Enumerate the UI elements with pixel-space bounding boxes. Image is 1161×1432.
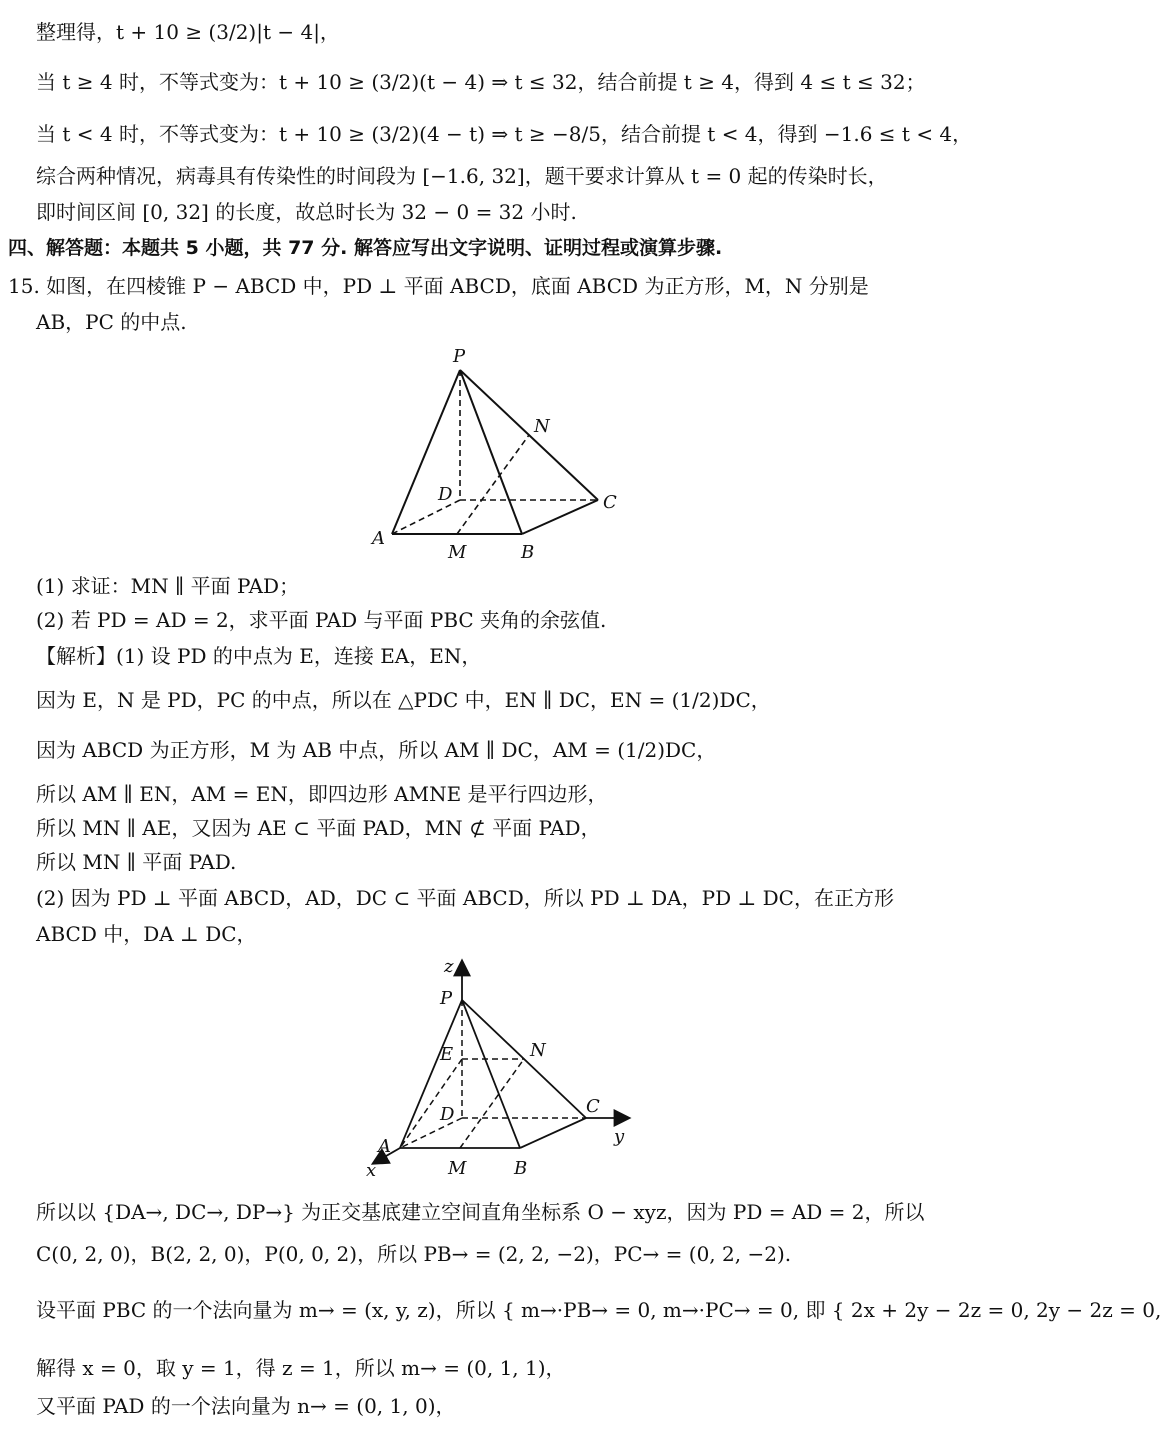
coords-line-1: 所以以 {DA→, DC→, DP→} 为正交基底建立空间直角坐标系 O − xyz，因为 PD = AD = 2，所以 [36, 1200, 925, 1224]
text-line-4: 综合两种情况，病毒具有传染性的时间段为 [−1.6, 32]，题干要求计算从 t = 0 起的传染时长， [36, 164, 888, 188]
text-line-1: 整理得，t + 10 ≥ (3/2)|t − 4|， [36, 20, 340, 44]
label-A: A [372, 528, 385, 549]
edge-PB [460, 370, 522, 534]
pyramid-figure-1 [360, 340, 650, 570]
label2-M: M [448, 1158, 467, 1179]
edge-BC [522, 500, 598, 534]
question-2: (2) 若 PD = AD = 2，求平面 PAD 与平面 PBC 夹角的余弦值. [36, 608, 607, 632]
label2-N: N [530, 1040, 546, 1061]
label2-z: z [444, 956, 454, 977]
solve-line: 解得 x = 0，取 y = 1，得 z = 1，所以 m→ = (0, 1, 1)， [36, 1356, 566, 1380]
label2-C: C [586, 1096, 600, 1117]
label2-A: A [378, 1136, 391, 1157]
edge2-BC [520, 1118, 586, 1148]
problem-statement-cont: AB，PC 的中点. [36, 310, 187, 334]
solution-line-6: 所以 MN ∥ 平面 PAD. [36, 850, 237, 874]
edge-PA [392, 370, 460, 534]
pyramid-figure-2 [350, 948, 650, 1188]
solution-line-5: 所以 MN ∥ AE，又因为 AE ⊂ 平面 PAD，MN ⊄ 平面 PAD， [36, 816, 601, 840]
label-N: N [534, 416, 550, 437]
segment-MN [457, 435, 529, 534]
section-heading: 四、解答题：本题共 5 小题，共 77 分. 解答应写出文字说明、证明过程或演算步骤. [8, 237, 723, 259]
label-C: C [603, 492, 617, 513]
label2-x: x [366, 1160, 377, 1181]
edge2-PB [462, 1000, 520, 1148]
label2-y: y [614, 1126, 625, 1147]
label-D: D [438, 484, 453, 505]
text-line-2: 当 t ≥ 4 时，不等式变为：t + 10 ≥ (3/2)(t − 4) ⇒ t ≤ 32，结合前提 t ≥ 4，得到 4 ≤ t ≤ 32； [36, 70, 926, 94]
solution-line-4: 所以 AM ∥ EN，AM = EN，即四边形 AMNE 是平行四边形， [36, 782, 608, 806]
text-line-3: 当 t < 4 时，不等式变为：t + 10 ≥ (3/2)(4 − t) ⇒ t ≥ −8/5，结合前提 t < 4，得到 −1.6 ≤ t < 4， [36, 122, 973, 146]
normal-pad-line: 又平面 PAD 的一个法向量为 n→ = (0, 1, 0)， [36, 1394, 456, 1418]
edge2-PA [400, 1000, 462, 1148]
solution-line-2: 因为 E，N 是 PD，PC 的中点，所以在 △PDC 中，EN ∥ DC，EN = (1/2)DC， [36, 688, 771, 712]
normal-vector-system: 设平面 PBC 的一个法向量为 m→ = (x, y, z)，所以 { m→·PB→ = 0, m→·PC→ = 0, 即 { 2x + 2y − 2z = 0, 2y − 2z = 0, [36, 1298, 1161, 1322]
problem-statement: 15. 如图，在四棱锥 P − ABCD 中，PD ⊥ 平面 ABCD，底面 ABCD 为正方形，M，N 分别是 [8, 274, 869, 298]
label2-E: E [440, 1044, 454, 1065]
label-B: B [521, 542, 535, 563]
label-M: M [448, 542, 467, 563]
label2-B: B [514, 1158, 528, 1179]
solution-start: 【解析】(1) 设 PD 的中点为 E，连接 EA，EN， [36, 644, 482, 668]
text-line-5: 即时间区间 [0, 32] 的长度，故总时长为 32 − 0 = 32 小时. [36, 200, 577, 224]
label2-D: D [440, 1104, 455, 1125]
solution-part2-cont: ABCD 中，DA ⊥ DC， [36, 922, 257, 946]
question-1: (1) 求证：MN ∥ 平面 PAD； [36, 574, 300, 598]
label-P: P [453, 346, 466, 367]
edge-DA [392, 500, 460, 534]
solution-line-3: 因为 ABCD 为正方形，M 为 AB 中点，所以 AM ∥ DC，AM = (1/2)DC， [36, 738, 717, 762]
label2-P: P [440, 988, 453, 1009]
solution-part2: (2) 因为 PD ⊥ 平面 ABCD，AD，DC ⊂ 平面 ABCD，所以 PD ⊥ DA，PD ⊥ DC，在正方形 [36, 886, 894, 910]
coords-line-2: C(0, 2, 0)，B(2, 2, 0)，P(0, 0, 2)，所以 PB→ = (2, 2, −2)，PC→ = (0, 2, −2). [36, 1242, 792, 1266]
